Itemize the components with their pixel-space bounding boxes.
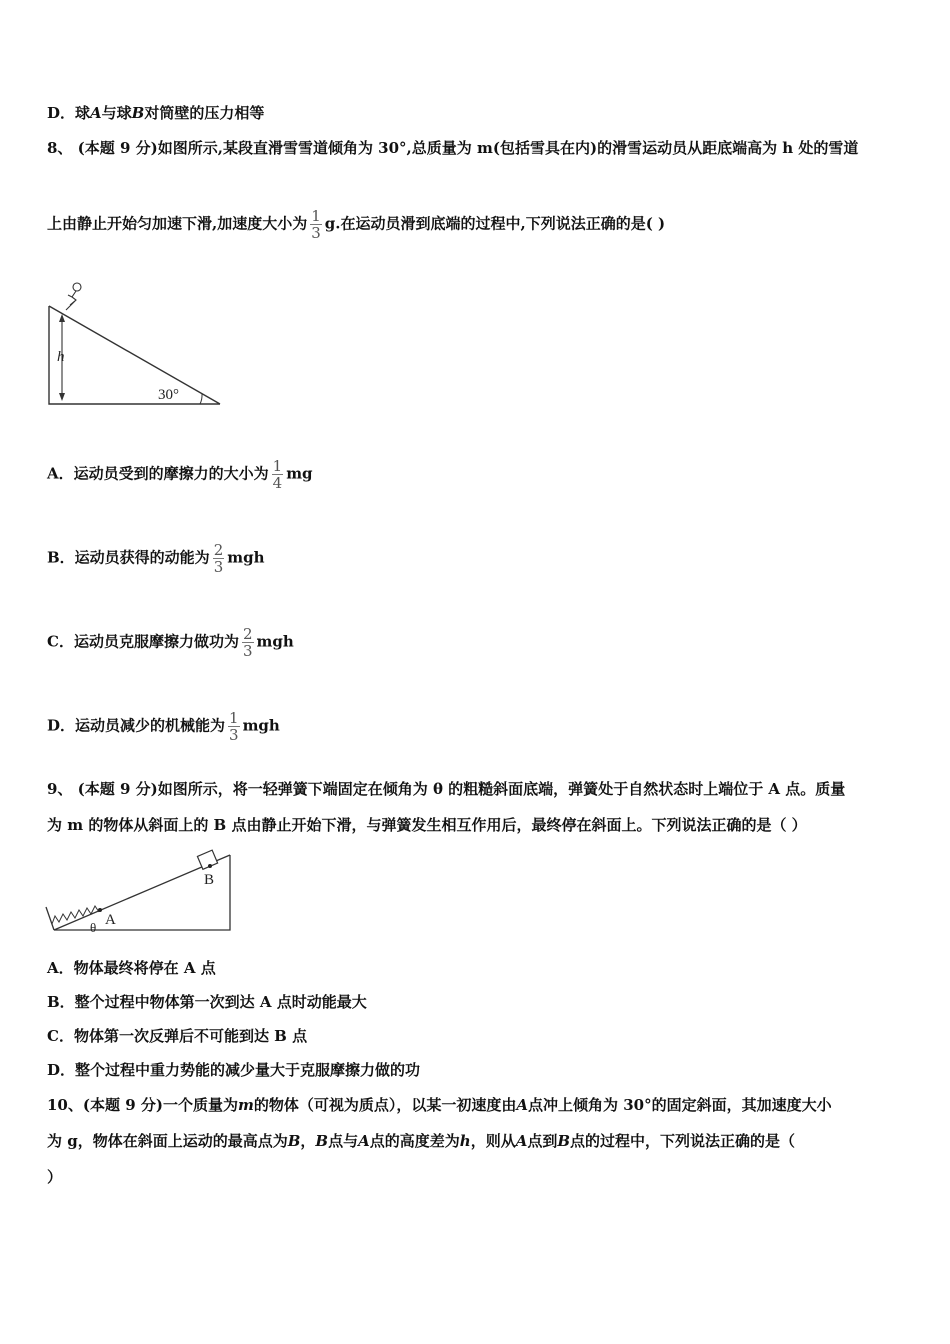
q9-label-theta: θ [90,920,97,935]
fraction-numerator: 1 [311,207,321,225]
q10-l2-a: 为 g，物体在斜面上运动的最高点为 [47,1132,288,1150]
q7-optd-mid: 与球 [101,104,132,122]
q10-l2-d: ，则从 [470,1132,516,1150]
fraction-numerator: 1 [272,457,283,475]
q9-option-c: C．物体第一次反弹后不可能到达 B 点 [47,1027,308,1045]
q7-optd-prefix: D．球 [47,104,91,122]
q9-option-b: B．整个过程中物体第一次到达 A 点时动能最大 [47,993,367,1011]
q8-option-c-fraction [242,626,254,659]
skier-icon [66,283,81,310]
q10-point-b-symbol: B [315,1132,329,1150]
q8-option-a-text: A．运动员受到的摩擦力的大小为 [47,464,269,483]
fraction-denominator: 3 [311,224,321,242]
q9-stem-line2: 为 m 的物体从斜面上的 B 点由静止开始下滑，与弹簧发生相互作用后，最终停在斜面上。下列说法正确的是（ ） [47,816,807,834]
q8-option-b-text: B．运动员获得的动能为 [47,548,210,567]
q8-stem-line1: 8、 (本题 9 分)如图所示,某段直滑雪雪道倾角为 30°,总质量为 m(包括雪具在内)的滑雪运动员从距底端高为 h 处的雪道 [47,139,859,157]
q10-point-b-symbol: B [287,1132,301,1150]
q8-option-b-fraction [213,542,225,575]
q8-stem-line2-pre: 上由静止开始匀加速下滑,加速度大小为 [47,214,308,233]
q10-point-a-symbol: A [516,1096,528,1114]
q8-angle-arc [200,394,202,404]
q10-l1-a: 10、(本题 9 分)一个质量为 [47,1096,238,1114]
q8-accel-fraction [310,208,322,241]
q8-height-label: h [57,349,65,365]
q10-l2-sep: ， [300,1132,316,1150]
q10-l2-f: 点的过程中，下列说法正确的是（ [570,1132,796,1150]
q10-point-a-symbol: A [515,1132,528,1150]
fraction-numerator: 1 [229,709,239,727]
q8-option-b-unit: mgh [227,548,265,567]
q9-stem-line1: 9、 (本题 9 分)如图所示，将一轻弹簧下端固定在倾角为 θ 的粗糙斜面底端，弹簧处于自然状态时上端位于 A 点。质量 [47,780,846,798]
q9-wall [46,907,54,930]
q10-l2-c: 点的高度差为 [369,1132,460,1150]
q10-height-symbol: h [459,1132,471,1150]
fraction-denominator: 3 [242,642,253,660]
q7-option-d [47,102,264,123]
q7-optd-tail: 对筒壁的压力相等 [144,104,265,122]
q7-optd-ball-b: B [131,104,145,122]
q10-stem-line1 [47,1094,832,1115]
q8-option-a [47,458,313,491]
block-icon [197,850,217,869]
q9-label-b: B [204,872,215,888]
q8-option-d-text: D．运动员减少的机械能为 [47,716,226,735]
q10-l1-b: 的物体（可视为质点），以某一初速度由 [253,1096,517,1114]
q8-option-d [47,710,280,743]
q8-option-c-unit: mgh [256,632,294,651]
q10-l1-c: 点冲上倾角为 30°的固定斜面，其加速度大小 [527,1096,832,1114]
fraction-denominator: 3 [213,558,224,576]
q8-stem-line2-post: g.在运动员滑到底端的过程中,下列说法正确的是( ) [324,214,666,233]
q8-option-d-fraction [228,710,240,743]
q8-angle-label: 30° [158,387,179,403]
q9-point-b [208,864,212,868]
q8-option-c-text: C．运动员克服摩擦力做功为 [47,632,239,651]
fraction-numerator: 2 [242,625,253,643]
q9-option-a: A．物体最终将停在 A 点 [47,959,216,977]
q8-height-arrowhead-down [59,393,65,401]
q8-option-a-unit: mg [286,464,313,483]
q10-point-b-symbol: B [557,1132,571,1150]
q7-optd-ball-a: A [90,104,102,122]
q9-point-a [98,908,102,912]
q10-stem-line2 [47,1130,795,1151]
q10-stem-line3: ） [47,1168,63,1186]
q8-stem-line2 [47,208,665,241]
q9-option-d: D．整个过程中重力势能的减少量大于克服摩擦力做的功 [47,1061,421,1079]
q10-mass-symbol: m [237,1096,254,1114]
q8-slope-line [49,306,220,404]
q8-option-d-unit: mgh [242,716,280,735]
fraction-denominator: 4 [272,474,283,492]
q9-label-a: A [105,912,116,928]
q9-incline-spring-diagram [40,842,236,938]
q8-option-a-fraction [272,458,284,491]
fraction-numerator: 2 [213,541,224,559]
q8-option-c [47,626,294,659]
q8-slope-diagram [40,278,230,410]
fraction-denominator: 3 [229,726,239,744]
q10-l2-b: 点与 [328,1132,359,1150]
q8-option-b [47,542,265,575]
q10-l2-e: 点到 [527,1132,558,1150]
q10-point-a-symbol: A [358,1132,370,1150]
